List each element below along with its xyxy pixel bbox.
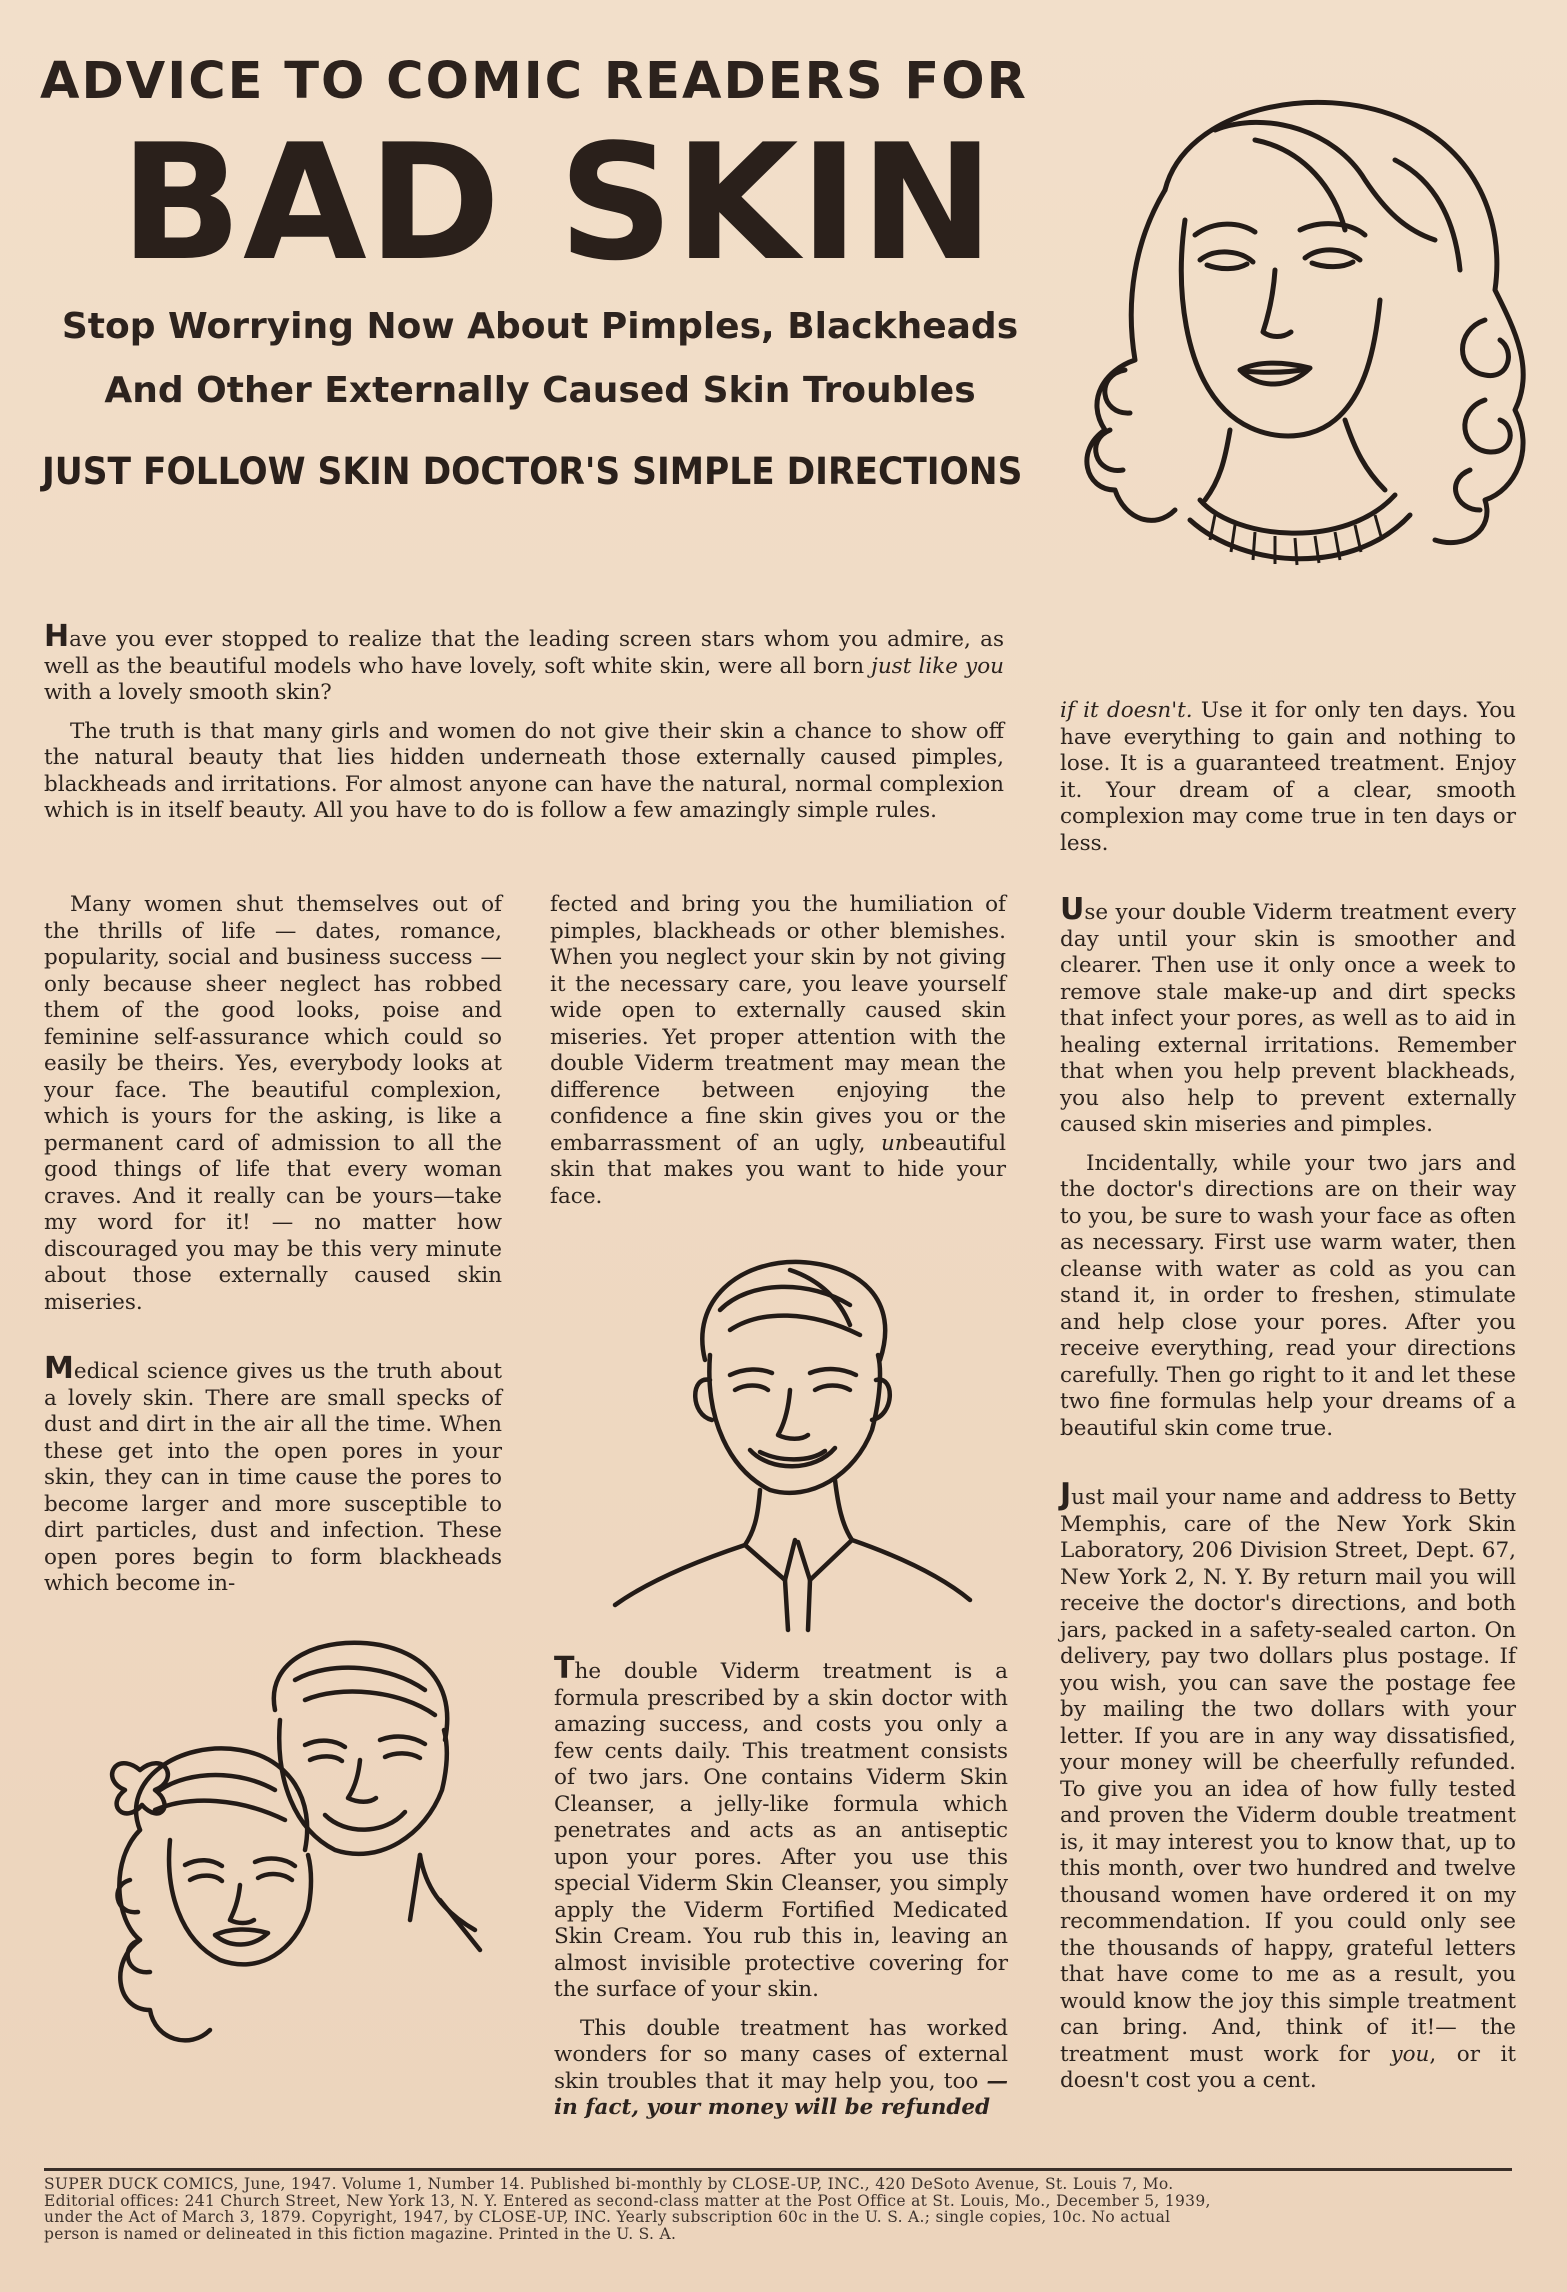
intro-emphasis: just like you [871,653,1004,679]
intro-text [44,619,1004,825]
intro-text-span: ave you ever stopped to realize that the leading screen stars whom you admire, as well as the beautiful models who have lovely, soft white skin, were all born [44,627,1004,679]
column-1-paragraph-2 [44,1351,502,1598]
column-2-text-span: he double Viderm treatment is a formula prescribed by a skin doctor with amazing success, and costs you only a few cents daily. This treatment consists of two jars. One contains Viderm Skin Cleanser, a jelly-like formula which penetrates and acts as an antiseptic upon your pores. After you use this special Viderm Skin Cleanser, you simply apply the Viderm Fortified Medicated Skin Cream. You rub this in, leaving an almost invisible protective covering for the surface of your skin. [554,1659,1008,2002]
column-3-text-span: Use it for only ten days. You have everything to gain and nothing to lose. It is a guaranteed treatment. Enjoy it. Your dream of a clear, smooth complexion may come true in ten days or less. [1060,698,1516,856]
footer-line-3: under the Act of March 3, 1879. Copyright, 1947, by CLOSE-UP, INC. Yearly subscription 60c in the U. S. A.; single copies, 10c. No actual [44,2208,1171,2226]
column-2-paragraph-2 [554,1651,1008,2004]
column-2-emphasis: —in fact, your money will be refunded [554,2068,1008,2120]
intro-paragraph-1 [44,619,1004,707]
footer-line-4: person is named or delineated in this fiction magazine. Printed in the U. S. A. [44,2224,677,2243]
woman-portrait-illustration [1015,70,1555,590]
headline-kicker: ADVICE TO COMIC READERS FOR [40,52,1028,111]
column-2-text-span: This double treatment has worked wonders for so many cases of external skin troubles that it may help you, too [554,2015,1008,2094]
column-2-emphasis: un [880,1130,909,1156]
column-3-emphasis: if it doesn't. [1060,698,1193,723]
footer-line-1: SUPER DUCK COMICS, June, 1947. Volume 1, Number 14. Published bi-monthly by CLOSE-UP, INC., 420 DeSoto Avenue, St. Louis 7, Mo. [44,2175,1174,2193]
column-3-paragraph-4 [1060,1477,1516,2095]
column-2-text-span: beautiful skin that makes you want to hide your face. [550,1130,1006,1209]
drop-cap: M [44,1351,74,1386]
intro-text-span: with a lovely smooth skin? [44,680,332,705]
subtitle-line-1: Stop Worrying Now About Pimples, Blackheads [61,306,1019,347]
column-1-text-span: edical science gives us the truth about a lovely skin. There are small specks of dust and dirt in the air all the time. When these get into the open pores in your skin, they can in time cause the pores to become larger and more susceptible to dirt particles, dust and infection. These open pores begin to form blackheads which become in- [44,1359,502,1596]
headline-title: BAD SKIN [120,109,995,296]
column-3-paragraph-1 [1060,698,1516,857]
column-2-paragraph-3 [554,2016,1008,2122]
column-2-lower [554,1651,1008,2122]
column-3 [1060,698,1516,2095]
column-2 [550,892,1006,1210]
drop-cap: U [1060,892,1085,927]
column-1-paragraph-1: Many women shut themselves out of the thrills of life — dates, romance, popularity, social and business success — only because sheer neglect has robbed them of the good looks, poise and feminine self-assurance which could so easily be theirs. Yes, everybody looks at your face. The beautiful complexion, which is yours for the asking, is like a permanent card of admission to all the good things of life that every woman craves. And it really can be yours—take my word for it! — no matter how discouraged you may be this very minute about those externally caused skin miseries. [44,892,502,1315]
column-3-emphasis: you [1390,2041,1430,2067]
footer-divider [44,2168,1512,2171]
publication-footer [44,2176,1512,2242]
column-3-text-span: , or it doesn't cost you a cent. [1060,2041,1516,2093]
column-2-text-span: fected and bring you the humiliation of pimples, blackheads or other blemishes. When you neglect your skin by not giving it the necessary care, you leave yourself wide open to externally caused skin miseries. Yet proper attention with the double Viderm treatment may mean the difference between enjoying the confidence a fine skin gives you or the embarrassment of an ugly, [550,892,1006,1156]
couple-illustration [80,1630,500,2060]
column-3-text-span: ust mail your name and address to Betty Memphis, care of the New York Skin Laboratory, 206 Division Street, Dept. 67, New York 2, N. Y. By return mail you will receive the doctor's directions, and both jars, packed in a safety-sealed carton. On delivery, pay two dollars plus postage. If you wish, you can save the postage fee by mailing the two dollars with your letter. If you are in any way dissatisfied, your money will be cheerfully refunded. To give you an idea of how fully tested and proven the Viderm double treatment is, it may interest you to know that, up to this month, over two hundred and twelve thousand women have ordered it on my recommendation. If you could only see the thousands of happy, grateful letters that have come to me as a result, you would know the joy this simple treatment can bring. And, think of it!— the treatment must work for [1060,1485,1516,2067]
drop-cap: J [1060,1477,1072,1512]
footer-line-2: Editorial offices: 241 Church Street, New York 13, N. Y. Entered as second-class matter at the Post Office at St. Louis, Mo., December 5, 1939, [44,2191,1211,2210]
column-2-paragraph-1 [550,892,1006,1210]
drop-cap: H [44,619,70,654]
man-portrait-illustration [610,1240,980,1640]
column-3-text-span: se your double Viderm treatment every day until your skin is smoother and clearer. Then use it only once a week to remove stale make-up and dirt specks that infect your pores, as well as to aid in healing external irritations. Remember that when you help prevent blackheads, you also help to prevent externally caused skin miseries and pimples. [1060,900,1516,1137]
column-3-paragraph-2 [1060,892,1516,1139]
column-1 [44,892,502,1598]
drop-cap: T [554,1651,575,1686]
column-3-paragraph-3: Incidentally, while your two jars and the doctor's directions are on their way to you, be sure to wash your face as often as necessary. First use warm water, then cleanse with water as cold as you can stand it, in order to freshen, stimulate and help close your pores. After you receive everything, read your directions carefully. Then go right to it and let these two fine formulas help your dreams of a beautiful skin come true. [1060,1150,1516,1441]
directions-heading: JUST FOLLOW SKIN DOCTOR'S SIMPLE DIRECTIONS [42,450,1023,493]
intro-paragraph-2: The truth is that many girls and women do not give their skin a chance to show off the natural beauty that lies hidden underneath those externally caused pimples, blackheads and irritations. For almost anyone can have the natural, normal complexion which is in itself beauty. All you have to do is follow a few amazingly simple rules. [44,718,1004,823]
subtitle-line-2: And Other Externally Caused Skin Troubles [104,370,976,411]
